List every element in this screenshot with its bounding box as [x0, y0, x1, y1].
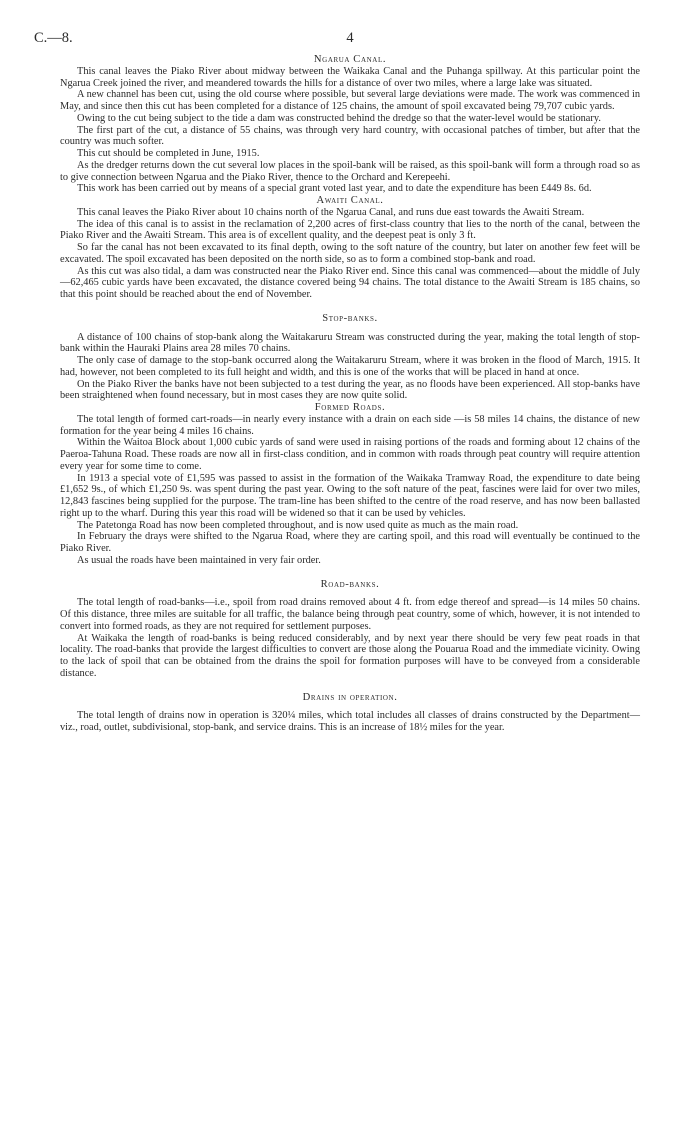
paragraph: The total length of formed cart-roads—in nearly every instance with a drain on each side —is 58 miles 14 chains, the distance of new formation for the year being 4 miles 16 chains.	[60, 413, 640, 437]
paragraph: This cut should be completed in June, 1915.	[77, 148, 260, 159]
paragraph: As usual the roads have been maintained in very fair order.	[77, 554, 321, 566]
section-heading-road-banks: Road-banks.	[320, 578, 380, 590]
paragraph: As this cut was also tidal, a dam was constructed near the Piako River end. Since this canal was commenced—about the middle of July—62,465 cubic yards have been excavated, the distance covered being 94 chains. The total distance to the Awaiti Stream is 185 chains, so that this point should be reached about the end of November.	[60, 265, 640, 300]
paragraph: In February the drays were shifted to the Ngarua Road, where they are carting spoil, and this road will eventually be continued to the Piako River.	[60, 531, 640, 554]
paragraph: As the dredger returns down the cut several low places in the spoil-bank will be raised, as this spoil-bank will form a through road so as to give connection between Ngarua and the Piako River, thence to the Orchard and Kerepeehi.	[60, 159, 640, 183]
paragraph: The Patetonga Road has now been completed throughout, and is now used quite as much as the main road.	[77, 519, 519, 531]
report-body	[60, 54, 640, 734]
page-header	[34, 30, 666, 50]
section-heading-ngarua-canal: Ngarua Canal.	[313, 54, 387, 65]
paragraph: At Waikaka the length of road-banks is being reduced considerably, and by next year there should be very few peat roads in that locality. The road-banks that provide the largest difficulties to convert are those along the Pouarua Road and the immediate vicinity. Owing to the lack of spoil that can be obtained from the drains the spoil for formation purposes will have to be conveyed from a considerable distance.	[60, 632, 640, 679]
paragraph: This canal leaves the Piako River about 10 chains north of the Ngarua Canal, and runs due east towards the Awaiti Stream.	[77, 206, 585, 218]
paragraph: The total length of road-banks—i.e., spoil from road drains removed about 4 ft. from edge thereof and spread—is 14 miles 50 chains. Of this distance, three miles are suitable for all traffic, the balance being through peat country, some of which, however, it is not intended to convert into formed roads, as they are not required for settlement purposes.	[60, 597, 640, 632]
paragraph: Within the Waitoa Block about 1,000 cubic yards of sand were used in raising portions of the roads and forming about 12 chains of the Paeroa-Tahuna Road. These roads are now all in first-class condition, and in common with roads through peat country will require attention every year for some time to come.	[60, 437, 640, 472]
section-heading-awaiti-canal: Awaiti Canal.	[316, 195, 384, 206]
paragraph: In 1913 a special vote of £1,595 was passed to assist in the formation of the Waikaka Tramway Road, the expenditure to date being £1,652 9s., of which £1,250 9s. was spent during the past year. Owing to the soft nature of the peat, fascines were laid for over two miles, 12,843 fascines being supplied for the purpose. The tram-line has been shifted to the centre of the road reserve, and has now been ballasted right up to the wharf. During this year this road will be widened so that it can be used by vehicles.	[60, 472, 640, 519]
paragraph: This canal leaves the Piako River about midway between the Waikaka Canal and the Puhanga spillway. At this particular point the Ngarua Creek joined the river, and meandered towards the hills for a distance of over two miles, where a large lake was situated.	[60, 65, 640, 89]
paragraph: A new channel has been cut, using the old course where possible, but several large deviations were made. The work was commenced in May, and since then this cut has been completed for a distance of 125 chains, the amount of spoil excavated being 79,707 cubic yards.	[60, 89, 640, 112]
paragraph: So far the canal has not been excavated to its final depth, owing to the soft nature of the country, but later on another few feet will be excavated. The spoil excavated has been deposited on the north side, so as to form a combined stop-bank and road.	[60, 242, 640, 265]
paragraph: On the Piako River the banks have not been subjected to a test during the year, as no floods have been experienced. All stop-banks have been straightened when found necessary, but in most cases they are now quite solid.	[60, 378, 640, 402]
paragraph: A distance of 100 chains of stop-bank along the Waitakaruru Stream was constructed during the year, making the total length of stop-bank within the Hauraki Plains area 28 miles 70 chains.	[60, 331, 640, 355]
section-heading-formed-roads: Formed Roads.	[314, 402, 386, 413]
paragraph: Owing to the cut being subject to the tide a dam was constructed behind the dredge so that the water-level would be stationary.	[77, 112, 601, 124]
section-heading-drains-in-operation: Drains in operation.	[302, 691, 398, 703]
paragraph: The only case of damage to the stop-bank occurred along the Waitakaruru Stream, where it was broken in the flood of March, 1915. It had, however, not been completed to its full height and width, and this is one of the works that will be placed in hand at once.	[60, 355, 640, 378]
paragraph: The idea of this canal is to assist in the reclamation of 2,200 acres of first-class country that lies to the north of the canal, between the Piako River and the Awaiti Stream. This area is of excellent quality, and the deepest peat is only 3 ft.	[60, 218, 640, 242]
page-number: 4	[346, 30, 354, 46]
paragraph: The total length of drains now in operation is 320¼ miles, which total includes all classes of drains constructed by the Department—viz., road, outlet, subdivisional, stop-bank, and service drains. This is an increase of 18½ miles for the year.	[60, 710, 640, 733]
section-heading-stop-banks: Stop-banks.	[322, 312, 378, 324]
paragraph: This work has been carried out by means of a special grant voted last year, and to date the expenditure has been £449 8s. 6d.	[77, 183, 592, 195]
report-reference: C.—8.	[34, 30, 73, 46]
paragraph: The first part of the cut, a distance of 55 chains, was through very hard country, with occasional patches of timber, but after that the country was much softer.	[60, 124, 640, 148]
